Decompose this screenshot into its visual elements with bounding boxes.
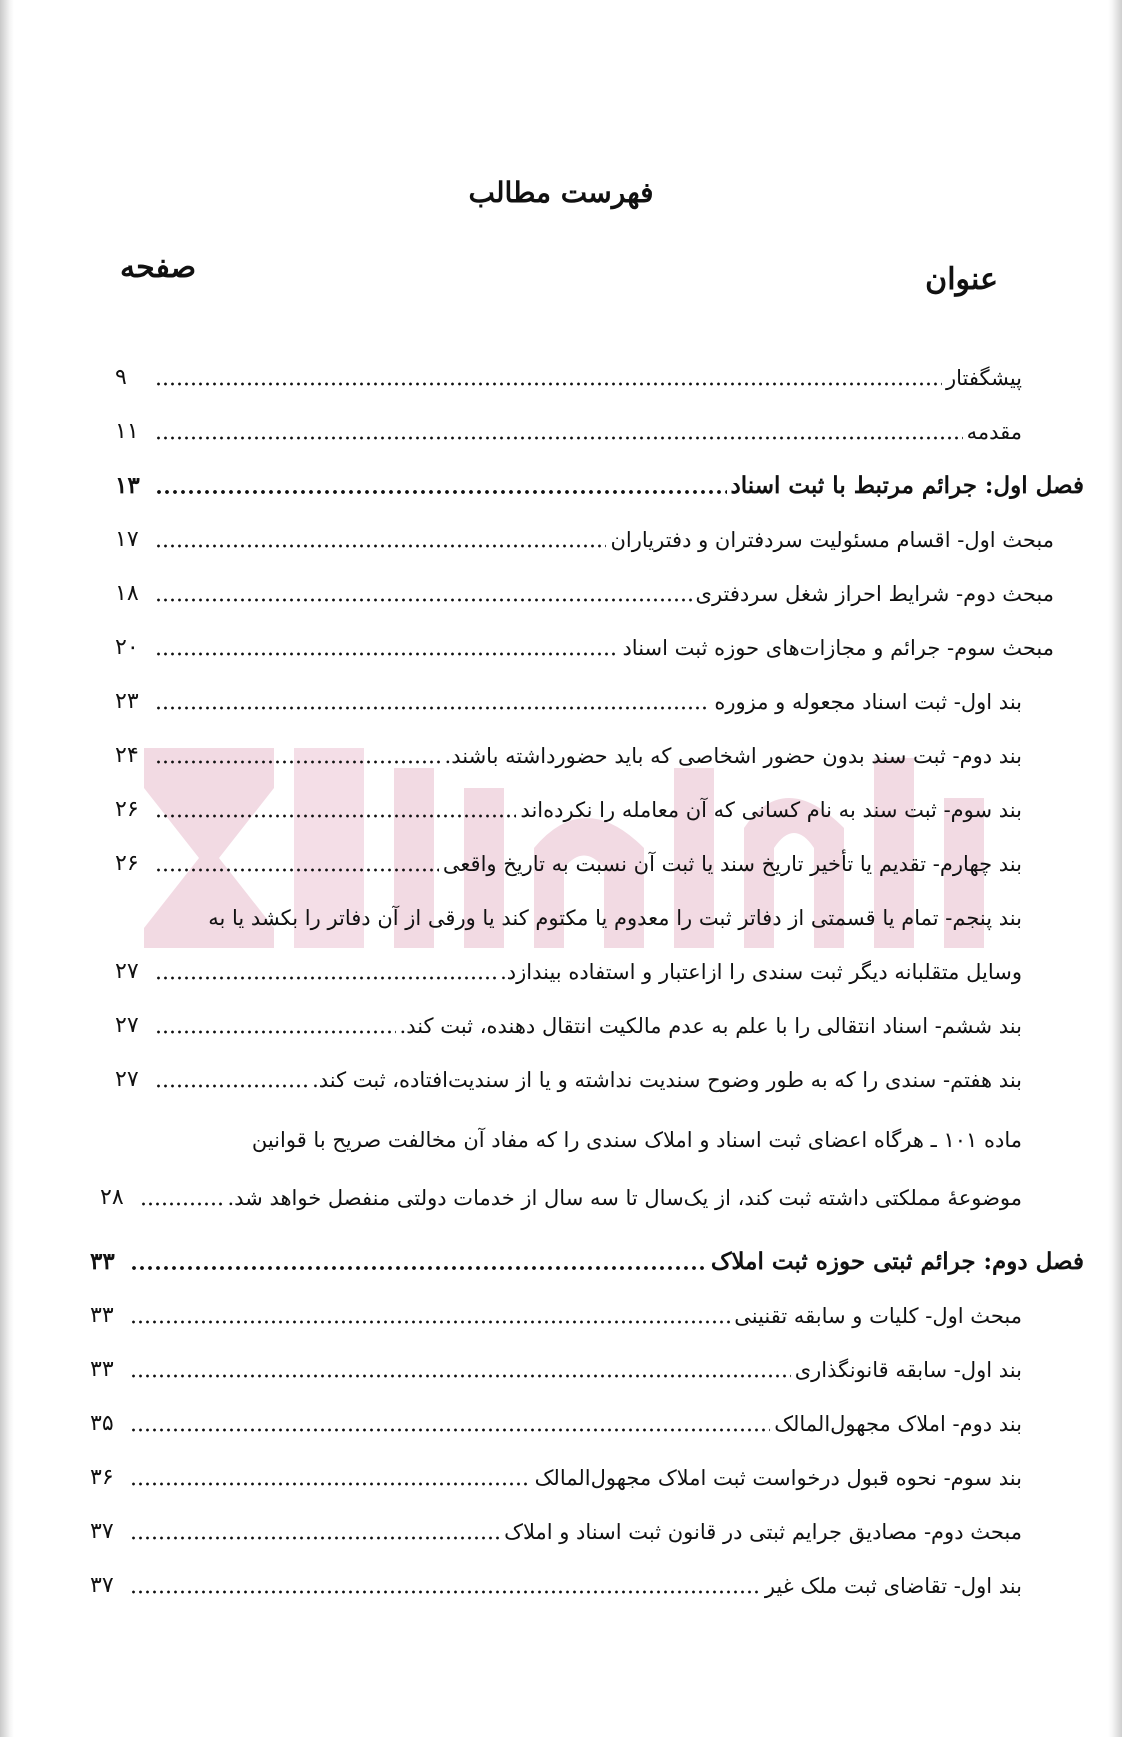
dot-leader [155,759,441,765]
toc-entry-continuation[interactable] [115,952,1022,992]
page-title: فهرست مطالب [468,176,654,209]
toc-page-number: ۲۷ [115,1013,139,1038]
toc-page-number: ۲۴ [115,743,139,768]
toc-page-number: ۲۰ [115,635,139,660]
toc-chapter-entry[interactable] [115,466,1084,506]
toc-entry[interactable] [115,844,1022,884]
toc-page-number: ۱۳ [115,472,140,499]
dot-leader [130,1265,707,1271]
toc-entry-title: بند چهارم- تقدیم یا تأخیر تاریخ سند یا ثبت آن نسبت به تاریخ واقعی [442,852,1022,876]
toc-entry[interactable] [115,682,1022,722]
toc-page-number: ۳۵ [90,1411,114,1436]
toc-page-number: ۳۷ [90,1519,114,1544]
dot-leader [155,1029,396,1035]
toc-entry[interactable] [115,574,1054,614]
toc-page-number: ۲۳ [115,689,139,714]
toc-entry-title: بند هفتم- سندی را که به طور وضوح سندیت نداشته و یا از سندیت‌افتاده، ثبت کند. [312,1068,1022,1092]
dot-leader [130,1535,500,1541]
toc-entry[interactable] [115,1120,1022,1160]
toc-entry[interactable] [115,412,1022,452]
toc-page-number: ۳۳ [90,1303,114,1328]
toc-page-number: ۹ [115,365,127,390]
toc-entry[interactable] [90,1404,1022,1444]
dot-leader [155,381,942,387]
toc-entry-title: وسایل متقلبانه دیگر ثبت سندی را ازاعتبار و استفاده بیندازد. [500,960,1022,984]
toc-entry-title: فصل دوم: جرائم ثبتی حوزه ثبت املاک [710,1248,1084,1275]
toc-entry[interactable] [90,1350,1022,1390]
toc-entry[interactable] [115,358,1022,398]
toc-entry[interactable] [90,1512,1022,1552]
column-header-title: عنوان [925,262,998,297]
toc-entry-continuation[interactable] [100,1178,1022,1218]
toc-entry[interactable] [90,1296,1022,1336]
toc-entry-title: مبحث سوم- جرائم و مجازات‌های حوزه ثبت اسناد [622,636,1054,660]
dot-leader [155,705,710,711]
toc-page-number: ۳۳ [90,1357,114,1382]
toc-entry[interactable] [115,790,1022,830]
toc-entry[interactable] [115,520,1054,560]
toc-entry-title: بند اول- ثبت اسناد مجعوله و مزوره [714,690,1022,714]
dot-leader [155,543,606,549]
dot-leader [155,867,439,873]
dot-leader [155,813,516,819]
dot-leader [130,1589,761,1595]
toc-entry[interactable] [115,628,1054,668]
toc-entry-title: بند پنجم- تمام یا قسمتی از دفاتر ثبت را معدوم یا مکتوم کند یا ورقی از آن دفاتر را بکشد یا به [208,906,1022,930]
toc-entry[interactable] [115,898,1022,938]
toc-entry-title: مقدمه [966,420,1022,444]
toc-entry-title: مبحث اول- کلیات و سابقه تقنینی [734,1304,1022,1328]
toc-entry-title: بند سوم- ثبت سند به نام کسانی که آن معامله را نکرده‌اند [520,798,1022,822]
dot-leader [155,489,727,495]
toc-page-number: ۲۷ [115,959,139,984]
toc-page-number: ۲۸ [100,1185,124,1210]
toc-entry[interactable] [115,736,1022,776]
toc-page-number: ۱۸ [115,581,139,606]
toc-entry-title: موضوعهٔ مملکتی داشته ثبت کند، از یک‌سال تا سه سال از خدمات دولتی منفصل خواهد شد. [227,1186,1022,1210]
toc-entry-title: بند اول- تقاضای ثبت ملک غیر [764,1574,1022,1598]
toc-entry-title: بند ششم- اسناد انتقالی را با علم به عدم مالکیت انتقال دهنده، ثبت کند. [399,1014,1022,1038]
toc-entry[interactable] [115,1060,1022,1100]
toc-entry-title: بند دوم- املاک مجهول‌المالک [774,1412,1022,1436]
toc-page-number: ۲۶ [115,797,139,822]
dot-leader [140,1201,223,1207]
dot-leader [155,597,692,603]
dot-leader [155,435,963,441]
toc-entry-title: بند سوم- نحوه قبول درخواست ثبت املاک مجهول‌المالک [534,1466,1022,1490]
toc-entry-title: مبحث دوم- شرایط احراز شغل سردفتری [695,582,1054,606]
dot-leader [155,975,496,981]
column-header-page: صفحه [120,250,197,285]
toc-page-number: ۳۶ [90,1465,114,1490]
toc-entry-title: مبحث اول- اقسام مسئولیت سردفتران و دفتریاران [610,528,1054,552]
dot-leader [130,1373,791,1379]
dot-leader [130,1427,770,1433]
toc-chapter-entry[interactable] [90,1242,1084,1282]
toc-page-number: ۲۷ [115,1067,139,1092]
toc-page-number: ۲۶ [115,851,139,876]
toc-page-number: ۱۱ [115,419,139,444]
toc-entry-title: پیشگفتار [945,366,1022,390]
toc-page-number: ۳۷ [90,1573,114,1598]
toc-entry-title: ماده ۱۰۱ ـ هرگاه اعضای ثبت اسناد و املاک سندی را که مفاد آن مخالفت صریح با قوانین [251,1128,1022,1152]
toc-entry[interactable] [115,1006,1022,1046]
toc-entry-title: مبحث دوم- مصادیق جرایم ثبتی در قانون ثبت اسناد و املاک [504,1520,1022,1544]
toc-entry-title: بند اول- سابقه قانونگذاری [794,1358,1022,1382]
toc-entry[interactable] [90,1566,1022,1606]
toc-entry[interactable] [90,1458,1022,1498]
toc-entry-title: بند دوم- ثبت سند بدون حضور اشخاصی که باید حضورداشته باشند. [444,744,1022,768]
dot-leader [130,1481,531,1487]
toc-page-number: ۳۳ [90,1248,115,1275]
toc-entry-title: فصل اول: جرائم مرتبط با ثبت اسناد [730,472,1084,499]
dot-leader [130,1319,730,1325]
dot-leader [155,651,618,657]
toc-page-number: ۱۷ [115,527,139,552]
dot-leader [155,1083,308,1089]
